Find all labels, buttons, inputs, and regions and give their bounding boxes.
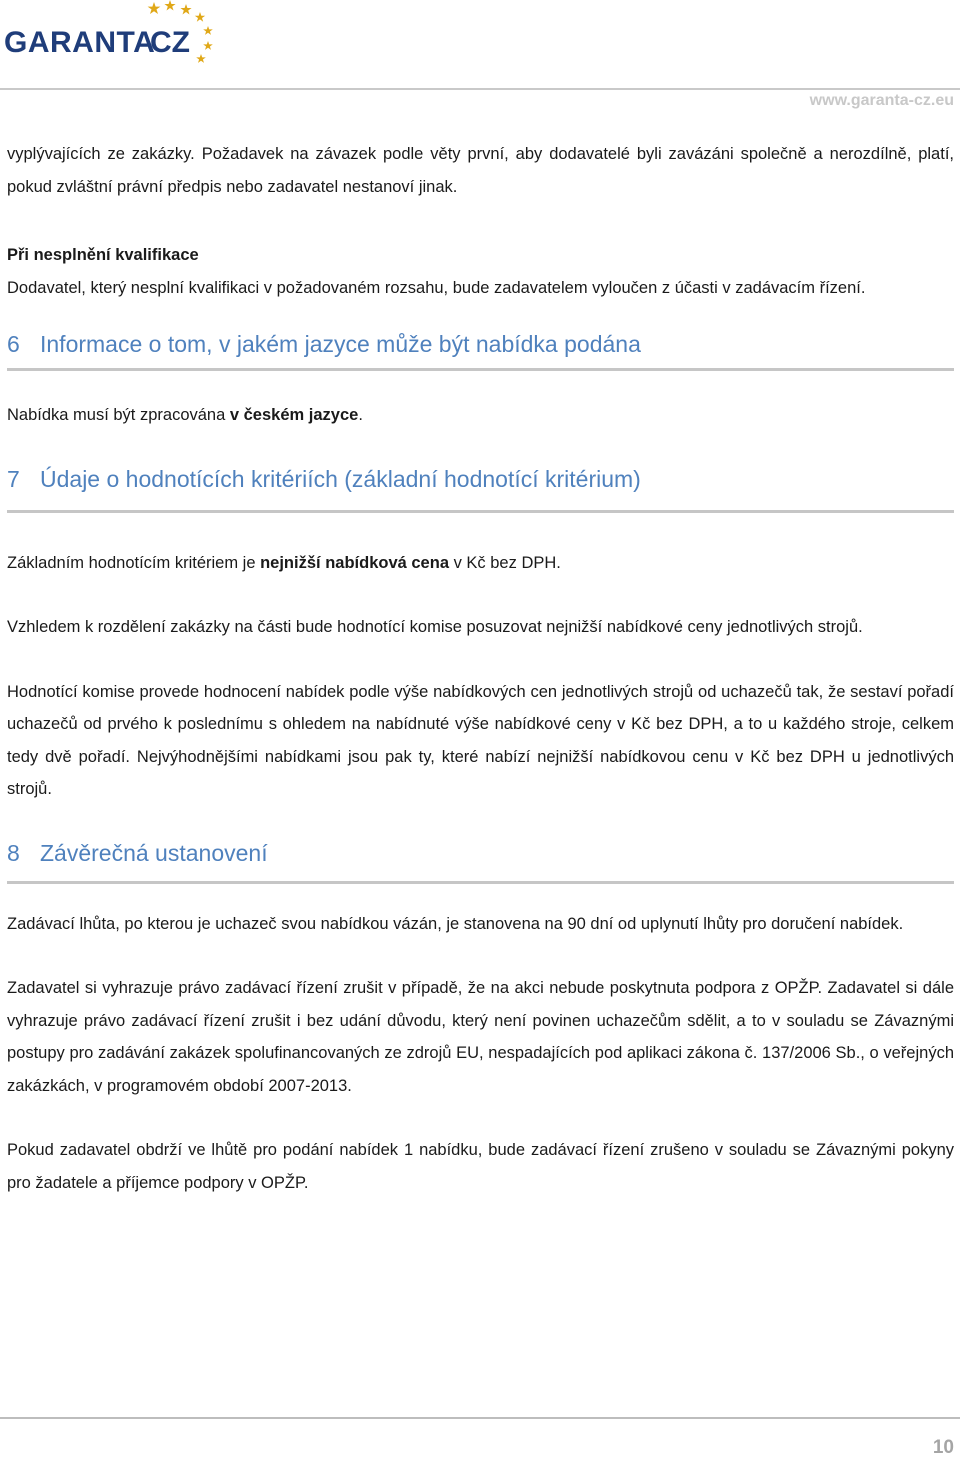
website-url: www.garanta-cz.eu <box>809 92 954 109</box>
svg-text:GARANTA: GARANTA <box>4 26 156 59</box>
section-heading-6 <box>7 331 954 371</box>
text-run-bold: nejnižší nabídková cena <box>260 553 449 572</box>
paragraph-s7-2: Vzhledem k rozdělení zakázky na části bude hodnotící komise posuzovat nejnižší nabídkové ceny jednotlivých strojů. <box>7 618 863 636</box>
section-title: Závěrečná ustanovení <box>40 839 268 866</box>
sub-heading-nesplneni: Při nesplnění kvalifikace <box>7 246 199 264</box>
text-run-bold: v českém jazyce <box>229 406 359 424</box>
header-rule <box>0 88 960 90</box>
paragraph-s7-3: Hodnotící komise provede hodnocení nabídek podle výše nabídkových cen jednotlivých strojů od uchazečů tak, že sestaví pořadí uchazečů od prvého k poslednímu s ohledem na nabídnuté výše nabídkové ceny v Kč bez DPH, a to u každého stroje, celkem tedy dvě pořadí. Nejvýhodnějšími nabídkami jsou pak ty, které nabízí nejnižší nabídkovou cenu v Kč bez DPH u jednotlivých strojů. <box>7 682 954 798</box>
footer-rule <box>0 1417 960 1419</box>
paragraph-s8-2: Zadavatel si vyhrazuje právo zadávací řízení zrušit v případě, že na akci nebude poskytnuta podpora z OPŽP. Zadavatel si dále vyhrazuje právo zadávací řízení zrušit i bez udání důvodu, který není povinen uchazečům sdělit, a to v souladu se Závaznými postupy pro zadávání zakázek spolufinancovaných ze zdrojů EU, nespadajících pod aplikaci zákona č. 137/2006 Sb., o veřejných zakázkách, v programovém období 2007-2013. <box>7 979 954 1095</box>
paragraph-intro: vyplývajících ze zakázky. Požadavek na závazek podle věty první, aby dodavatelé byli zavázáni společně a nerozdílně, platí, pokud zvláštní právní předpis nebo zadavatel nestanoví jinak. <box>7 145 954 196</box>
page-number: 10 <box>932 1437 954 1458</box>
section-title: Údaje o hodnotících kritériích (základní hodnotící kritérium) <box>40 465 641 492</box>
section-heading-7 <box>7 466 954 513</box>
text-run: v Kč bez DPH. <box>449 553 561 572</box>
section-title: Informace o tom, v jakém jazyce může být nabídka podána <box>40 331 641 357</box>
garanta-logo <box>4 0 219 68</box>
paragraph-s7-1 <box>7 547 954 580</box>
text-run: Nabídka musí být zpracována <box>7 406 230 424</box>
paragraph-s8-3: Pokud zadavatel obdrží ve lhůtě pro podání nabídek 1 nabídku, bude zadávací řízení zrušeno v souladu se Závaznými pokyny pro žadatele a příjemce podpory v OPŽP. <box>7 1141 954 1192</box>
svg-text:CZ: CZ <box>150 26 190 59</box>
section-number: 7 <box>7 465 20 492</box>
section-number: 8 <box>7 839 20 866</box>
document-body <box>7 138 954 1199</box>
page-header <box>0 0 960 109</box>
text-run: Základním hodnotícím kritériem je <box>7 553 261 572</box>
section-heading-8 <box>7 840 954 884</box>
section-number: 6 <box>7 331 20 357</box>
paragraph-s6-1 <box>7 399 954 432</box>
paragraph-s8-1: Zadávací lhůta, po kterou je uchazeč svou nabídkou vázán, je stanovena na 90 dní od uplynutí lhůty pro doručení nabídek. <box>7 914 904 933</box>
text-run: . <box>358 406 363 424</box>
paragraph-nesplneni: Dodavatel, který nesplní kvalifikaci v požadovaném rozsahu, bude zadavatelem vyloučen z účasti v zadávacím řízení. <box>7 278 866 297</box>
